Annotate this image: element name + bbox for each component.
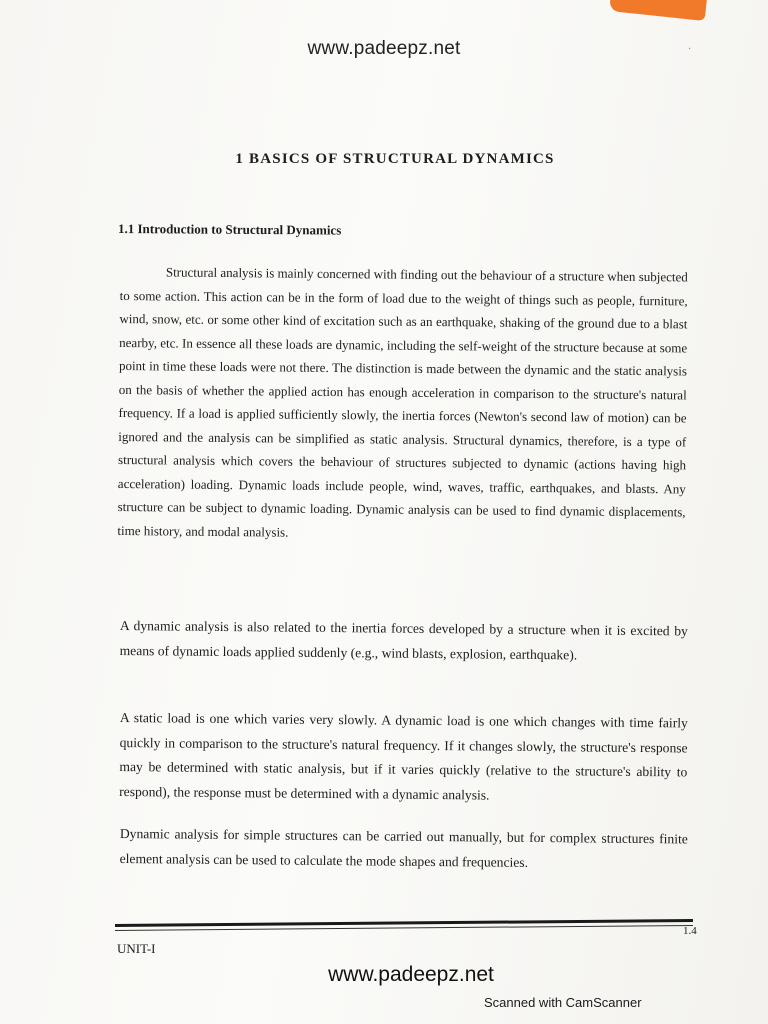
footer-watermark[interactable]: www.padeepz.net: [328, 963, 494, 986]
header-watermark[interactable]: www.padeepz.net: [307, 38, 461, 59]
chapter-title: 1 BASICS OF STRUCTURAL DYNAMICS: [235, 151, 555, 167]
scan-mark: ·: [688, 44, 692, 55]
section-heading: 1.1 Introduction to Structural Dynamics: [117, 221, 342, 238]
paragraph-intro: Structural analysis is mainly concerned with finding out the behaviour of a structure when subjected to some action. This action can be in the form of load due to the weight of things such as people, furniture, wind, snow, etc. or some other kind of excitation such as an earthquake, shaking of the ground due to a blast nearby, etc. In essence all these loads are dynamic, including the self-weight of the structure because at some point in time these loads were not there. The distinction is made between the dynamic and the static analysis on the basis of whether the applied action has enough acceleration in comparison to the structure's natural frequency. If a load is applied sufficiently slowly, the inertia forces (Newton's second law of motion) can be ignored and the analysis can be simplified as static analysis. Structural dynamics, therefore, is a type of structural analysis which covers the behaviour of structures subjected to dynamic (actions having high acceleration) loading. Dynamic loads include people, wind, waves, traffic, earthquakes, and blasts. Any structure can be subject to dynamic loading. Dynamic analysis can be used to find dynamic displacements, time history, and modal analysis.: [117, 264, 688, 540]
unit-label: UNIT-I: [117, 941, 156, 956]
paragraph-static-load: A static load is one which varies very slowly. A dynamic load is one which changes with time fairly quickly in comparison to the structure's natural frequency. If it changes slowly, the structure's response may be determined with static analysis, but if it varies quickly (relative to the structure's ability to respond), the response must be determined with a dynamic analysis.: [119, 709, 688, 803]
scanner-label: Scanned with CamScanner: [484, 995, 642, 1010]
page-number: 1.4: [683, 925, 697, 937]
paragraph-fea: Dynamic analysis for simple structures can be carried out manually, but for complex structures finite element analysis can be used to calculate the mode shapes and frequencies.: [119, 825, 688, 870]
corner-tab: [609, 0, 707, 21]
paragraph-inertia: A dynamic analysis is also related to the inertia forces developed by a structure when it is excited by means of dynamic loads applied suddenly (e.g., wind blasts, explosion, earthquake).: [119, 617, 688, 662]
